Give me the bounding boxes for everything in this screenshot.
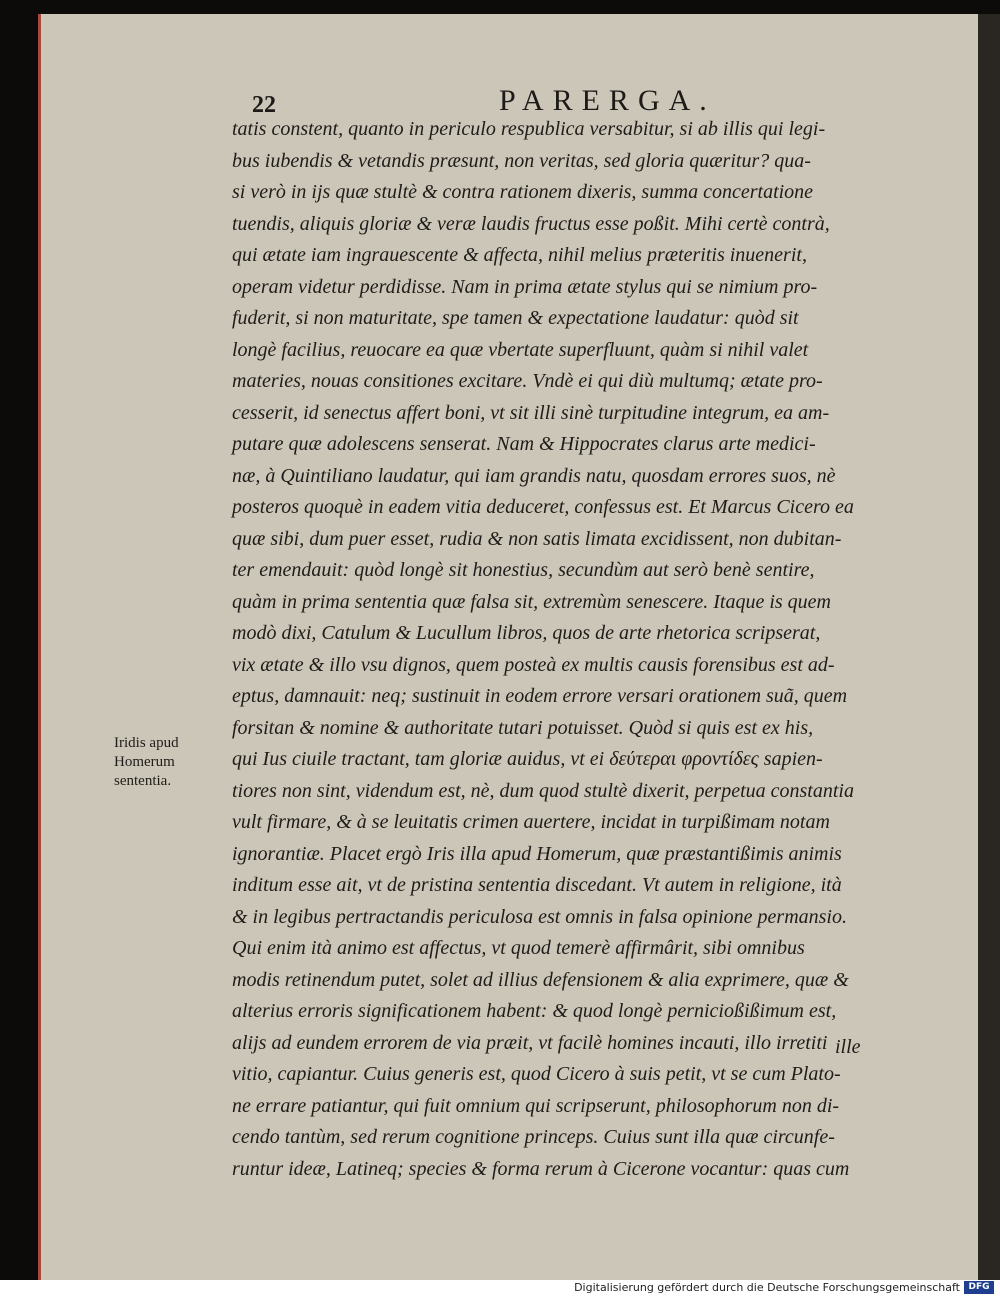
text-line: tiores non sint, videndum est, nè, dum quod stultè dixerit, perpetua constantia [232, 779, 854, 802]
text-line: alterius erroris significationem habent: & quod longè pernicioßißimum est, [232, 1000, 837, 1022]
text-line: qui Ius ciuile tractant, tam gloriæ auidus, vt ei δεύτεραι φροντίδες sapien- [232, 748, 823, 770]
footer-bar [0, 1280, 1000, 1297]
text-line: operam videtur perdidisse. Nam in prima ætate stylus qui se nimium pro- [232, 275, 818, 298]
text-line: modis retinendum putet, solet ad illius defensionem & alia exprimere, quæ & [232, 968, 849, 991]
text-line: eptus, damnauit: neq; sustinuit in eodem errore versari orationem suã, quem [232, 685, 848, 707]
text-line: posteros quoquè in eadem vitia deduceret, confessus est. Et Marcus Cicero ea [232, 496, 854, 518]
text-line: bus iubendis & vetandis præsunt, non veritas, sed gloria quæritur? qua- [232, 149, 811, 172]
catchword: ille [835, 1036, 861, 1058]
text-line: alijs ad eundem errorem de via præit, vt facilè homines incauti, illo irretiti [232, 1031, 828, 1054]
marginal-note-line: Homerum [114, 754, 175, 770]
text-line: longè facilius, reuocare ea quæ vbertate superfluunt, quàm si nihil valet [232, 338, 809, 361]
text-line: forsitan & nomine & authoritate tutari potuisset. Quòd si quis est ex his, [232, 716, 814, 739]
text-line: ter emendauit: quòd longè sit honestius, secundùm aut serò benè sentire, [232, 559, 815, 581]
text-line: inditum esse ait, vt de pristina sententia discedant. Vt autem in religione, ità [232, 874, 842, 896]
text-line: quæ sibi, dum puer esset, rudia & non satis limata excidissent, non dubitan- [232, 527, 842, 550]
text-line: qui ætate iam ingrauescente & affecta, nihil melius præteritis inuenerit, [232, 244, 807, 266]
dfg-logo: DFG [964, 1281, 994, 1294]
text-line: quàm in prima sententia quæ falsa sit, extremùm senescere. Itaque is quem [232, 590, 831, 613]
text-line: putare quæ adolescens senserat. Nam & Hippocrates clarus arte medici- [232, 433, 816, 455]
page-number: 22 [252, 92, 276, 118]
text-line: ignorantiæ. Placet ergò Iris illa apud Homerum, quæ præstantißimis animis [232, 842, 842, 865]
text-line: cesserit, id senectus affert boni, vt sit illi sinè turpitudine integrum, ea am- [232, 401, 830, 424]
page-edge [978, 14, 1000, 1280]
running-head: PARERGA. [499, 84, 716, 117]
text-line: modò dixi, Catulum & Lucullum libros, quos de arte rhetorica scripserat, [232, 622, 821, 644]
text-line: vitio, capiantur. Cuius generis est, quod Cicero à suis petit, vt se cum Plato- [232, 1063, 841, 1085]
text-line: & in legibus pertractandis periculosa est omnis in falsa opinione permansio. [232, 905, 847, 928]
marginal-note-line: sententia. [114, 773, 172, 789]
marginal-note-line: Iridis apud [114, 735, 179, 751]
text-line: vult firmare, & à se leuitatis crimen auertere, incidat in turpißimam notam [232, 811, 830, 833]
text-line: cendo tantùm, sed rerum cognitione princeps. Cuius sunt illa quæ circunfe- [232, 1126, 835, 1148]
text-line: tatis constent, quanto in periculo respublica versabitur, si ab illis qui legi- [232, 118, 826, 140]
marginal-note [114, 734, 224, 791]
text-line: materies, nouas consitiones excitare. Vndè ei qui diù multumq; ætate pro- [232, 370, 823, 392]
text-line: fuderit, si non maturitate, spe tamen & expectatione laudatur: quòd sit [232, 307, 799, 329]
text-line: tuendis, aliquis gloriæ & veræ laudis fructus esse poßit. Mihi certè contrà, [232, 212, 830, 235]
funding-notice: Digitalisierung gefördert durch die Deutsche Forschungsgemeinschaft [574, 1281, 960, 1294]
text-line: Qui enim ità animo est affectus, vt quod temerè affirmârit, sibi omnibus [232, 937, 805, 959]
text-line: si verò in ijs quæ stultè & contra rationem dixeris, summa concertatione [232, 181, 814, 203]
text-line: ne errare patiantur, qui fuit omnium qui scripserunt, philosophorum non di- [232, 1094, 840, 1117]
body-text [232, 114, 912, 1185]
text-line: vix ætate & illo vsu dignos, quem posteà ex multis causis forensibus est ad- [232, 653, 835, 676]
text-line: næ, à Quintiliano laudatur, qui iam grandis natu, quosdam errores suos, nè [232, 464, 836, 487]
text-line: runtur ideæ, Latineq; species & forma rerum à Cicerone vocantur: quas cum [232, 1157, 850, 1180]
